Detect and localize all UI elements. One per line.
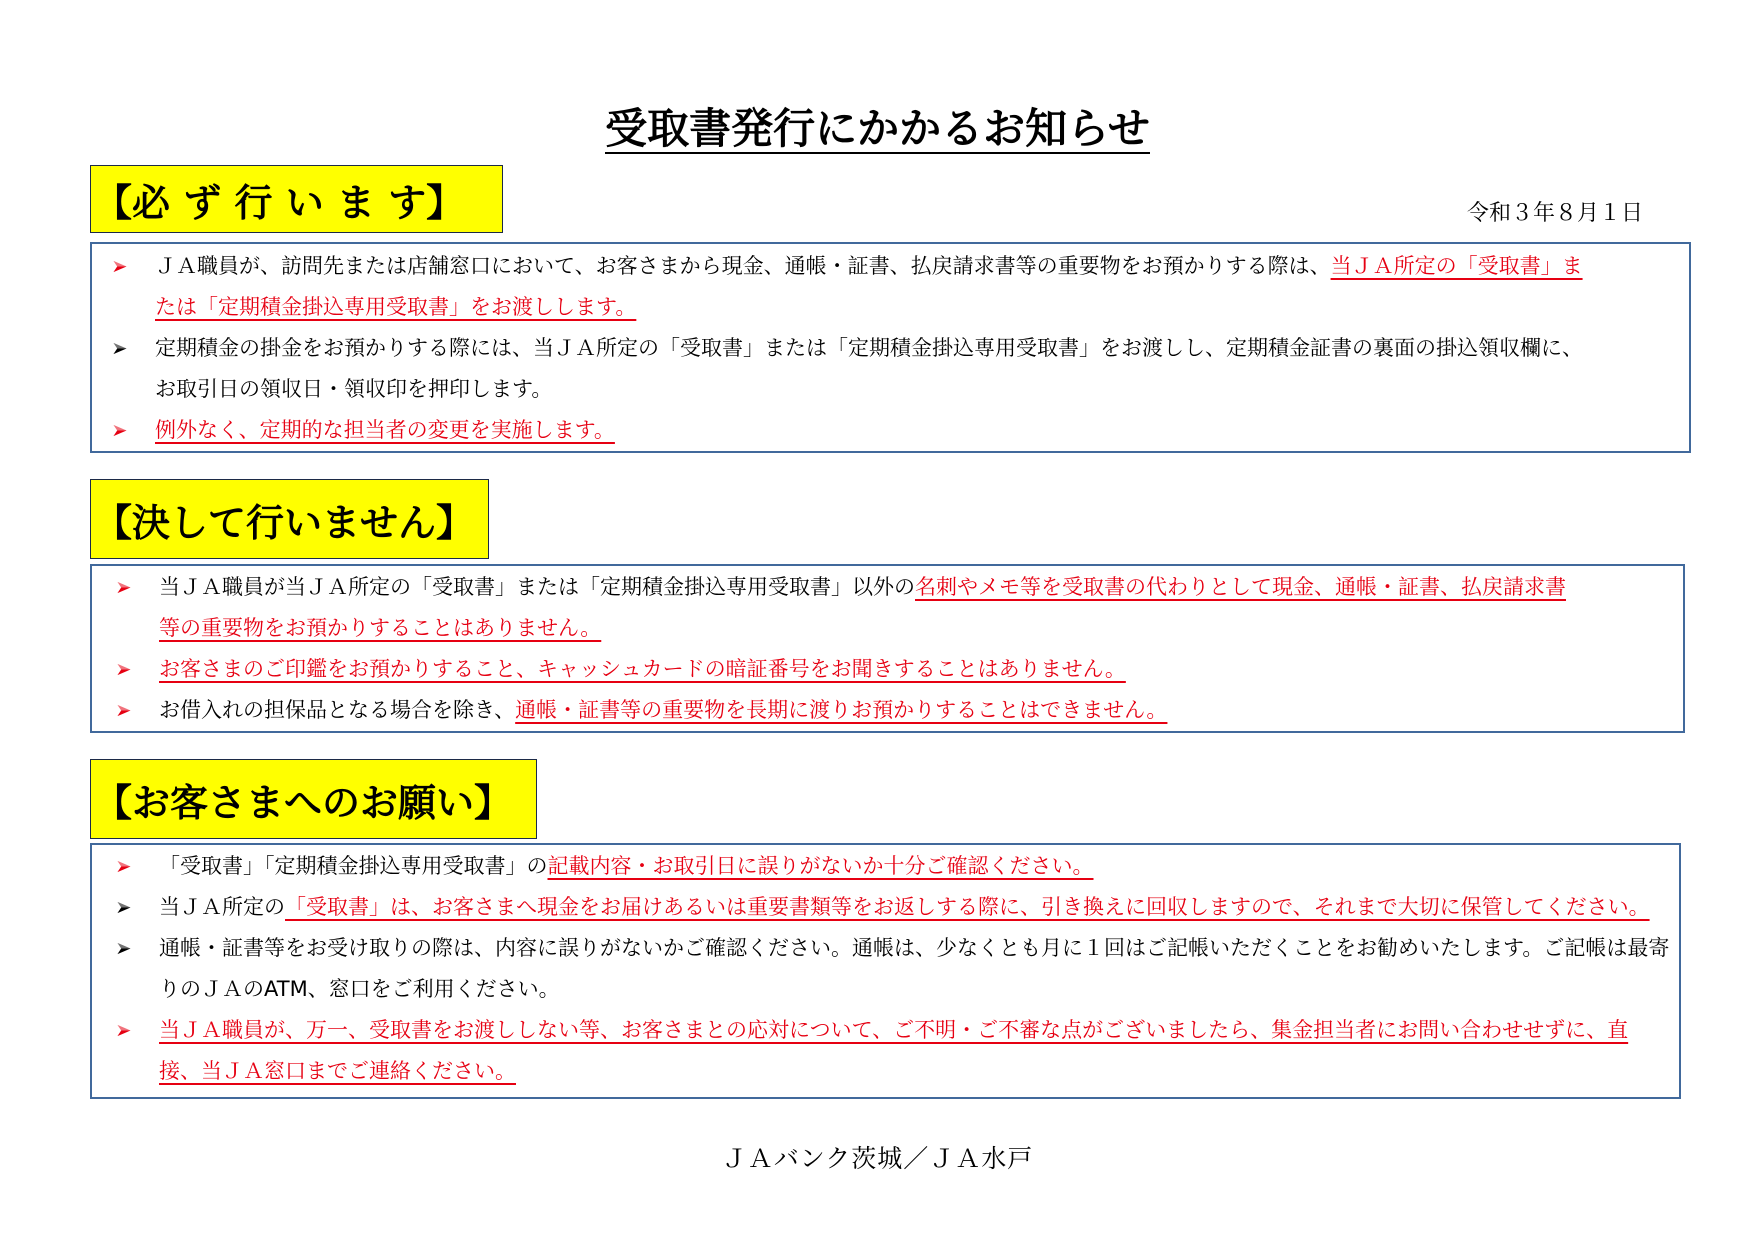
highlight-text: 名刺やメモ等を受取書の代わりとして現金、通帳・証書、払戻請求書	[915, 575, 1566, 599]
footer-organization: ＪＡバンク茨城／ＪＡ水戸	[721, 1144, 1034, 1173]
section-box-must-do	[90, 242, 1691, 453]
arrow-bullet-icon	[116, 1023, 132, 1038]
item-text: お取引日の領収日・領収印を押印します。	[155, 377, 553, 401]
list-item	[92, 887, 1679, 928]
highlight-text: 接、当ＪＡ窓口までご連絡ください。	[159, 1059, 516, 1083]
arrow-bullet-icon	[116, 703, 132, 718]
arrow-bullet-icon	[116, 859, 132, 874]
highlight-text: お客さまのご印鑑をお預かりすること、キャッシュカードの暗証番号をお聞きすることはありません。	[159, 657, 1126, 681]
section-box-customer-requests	[90, 843, 1681, 1099]
item-text: 定期積金の掛金をお預かりする際には、当ＪＡ所定の「受取書」または「定期積金掛込専用受取書」をお渡しし、定期積金証書の裏面の掛込領収欄に、	[155, 336, 1583, 360]
item-text: りのＪＡのATM、窓口をご利用ください。	[159, 977, 560, 1001]
section-heading-must-do	[90, 165, 503, 233]
section-heading-customer-requests	[90, 759, 537, 839]
item-text: 「受取書」「定期積金掛込専用受取書」の	[159, 854, 548, 878]
item-text: 通帳・証書等をお受け取りの際は、内容に誤りがないかご確認ください。通帳は、少なくとも月に１回はご記帳いただくことをお勧めいたします。ご記帳は最寄	[159, 936, 1670, 960]
list-item	[92, 846, 1679, 887]
list-item-continuation	[92, 369, 1689, 410]
highlight-text: 通帳・証書等の重要物を長期に渡りお預かりすることはできません。	[515, 698, 1168, 722]
section-heading-never-do	[90, 479, 489, 559]
section-heading-text: 【お客さまへのお願い】	[94, 780, 513, 825]
list-item	[92, 567, 1683, 608]
item-text: 当ＪＡ所定の	[159, 895, 285, 919]
issue-date: 令和３年８月１日	[1466, 201, 1643, 226]
list-item	[92, 410, 1689, 451]
page-title-text: 受取書発行にかかるお知らせ	[605, 104, 1150, 153]
list-item-continuation	[92, 1051, 1679, 1092]
arrow-bullet-icon	[112, 259, 128, 274]
arrow-bullet-icon	[116, 941, 132, 956]
highlight-text: 当ＪＡ職員が、万一、受取書をお渡ししない等、お客さまとの応対について、ご不明・ご不審な点がございましたら、集金担当者にお問い合わせせずに、直	[159, 1018, 1629, 1042]
list-item-continuation	[92, 608, 1683, 649]
list-item	[92, 246, 1689, 287]
list-item	[92, 1010, 1679, 1051]
section-heading-text: 【決して行いません】	[94, 500, 475, 545]
section-box-never-do	[90, 564, 1685, 733]
highlight-text: 記載内容・お取引日に誤りがないか十分ご確認ください。	[547, 854, 1094, 878]
list-item	[92, 690, 1683, 731]
list-item	[92, 328, 1689, 369]
item-text: お借入れの担保品となる場合を除き、	[159, 698, 516, 722]
page-title	[0, 106, 1755, 154]
arrow-bullet-icon	[116, 662, 132, 677]
highlight-text: 「受取書」は、お客さまへ現金をお届けあるいは重要書類等をお返しする際に、引き換えに回収しますので、それまで大切に保管してください。	[285, 895, 1650, 919]
highlight-text: 等の重要物をお預かりすることはありません。	[159, 616, 602, 640]
arrow-bullet-icon	[116, 900, 132, 915]
arrow-bullet-icon	[112, 423, 128, 438]
arrow-bullet-icon	[112, 341, 128, 356]
arrow-bullet-icon	[116, 580, 132, 595]
list-item-continuation	[92, 969, 1679, 1010]
highlight-text: たは「定期積金掛込専用受取書」をお渡しします。	[155, 295, 637, 319]
item-text: ＪＡ職員が、訪問先または店舗窓口において、お客さまから現金、通帳・証書、払戻請求書等の重要物をお預かりする際は、	[155, 254, 1331, 278]
list-item-continuation	[92, 287, 1689, 328]
list-item	[92, 649, 1683, 690]
item-text: 当ＪＡ職員が当ＪＡ所定の「受取書」または「定期積金掛込専用受取書」以外の	[159, 575, 915, 599]
list-item	[92, 928, 1679, 969]
section-heading-text: 【必 ず 行 い ま す】	[94, 180, 465, 225]
highlight-text: 例外なく、定期的な担当者の変更を実施します。	[155, 418, 615, 442]
highlight-text: 当ＪＡ所定の「受取書」ま	[1330, 254, 1583, 278]
